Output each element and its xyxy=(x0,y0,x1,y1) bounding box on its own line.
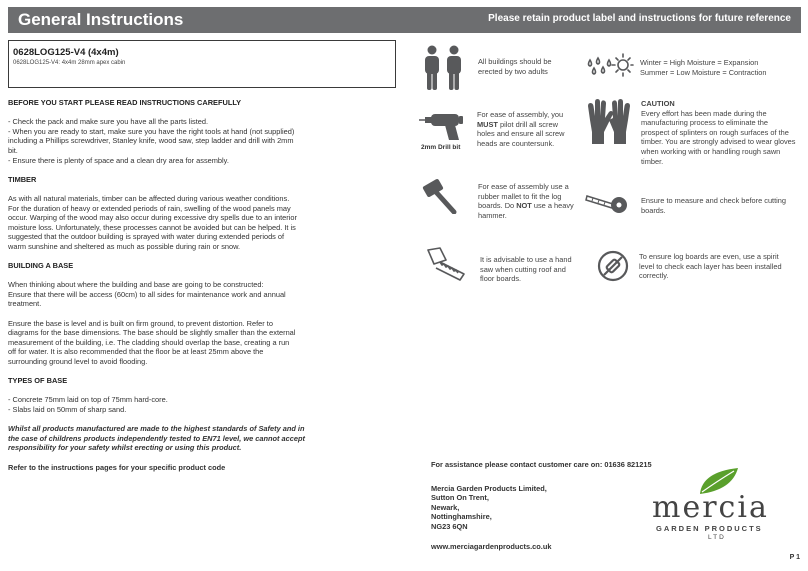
product-description: 0628LOG125-V4: 4x4m 28mm apex cabin xyxy=(13,60,126,66)
product-label-box xyxy=(8,40,396,88)
types-line: - Slabs laid on 50mm of sharp sand. xyxy=(8,405,127,414)
base-line: Ensure that there will be access (60cm) to all sides for maintenance work and annual xyxy=(8,289,286,299)
page-header xyxy=(8,7,801,33)
level-text: To ensure log boards are even, use a spirit level to check each layer has been installed correctly. xyxy=(639,252,782,281)
two-adults-text: All buildings should be erected by two adults xyxy=(478,57,552,76)
before-start-line: - Ensure there is plenty of space and a clean dry area for assembly. xyxy=(8,155,229,165)
measure-text: Ensure to measure and check before cutting boards. xyxy=(641,196,787,215)
logo-subtitle: GARDEN PRODUCTS xyxy=(656,524,763,533)
base-heading: BUILDING A BASE xyxy=(8,261,74,271)
weather-text: Winter = High Moisture = Expansion Summer = Low Moisture = Contraction xyxy=(640,58,767,77)
contact-block xyxy=(431,460,652,551)
customer-care-line: For assistance please contact customer care on: 01636 821215 xyxy=(431,460,652,469)
timber-line: For the duration of heavy or extended periods of rain, swelling of the wood panels may xyxy=(8,203,291,213)
spirit-level-icon xyxy=(596,249,630,283)
base-line: When thinking about where the building and base are going to be constructed: xyxy=(8,280,264,290)
logo-ltd: LTD xyxy=(708,534,726,541)
rain-sun-icon xyxy=(586,52,634,80)
drill-bit-caption: 2mm Drill bit xyxy=(421,144,461,151)
safety-line: the case of childrens products independently tested to EN71 level, we cannot accept xyxy=(8,433,305,443)
before-start-heading: BEFORE YOU START PLEASE READ INSTRUCTIONS CAREFULLY xyxy=(8,98,242,107)
types-heading: TYPES OF BASE xyxy=(8,376,68,386)
safety-line: responsibility for your safety whilst erecting or using this product. xyxy=(8,443,242,453)
before-start-line: - Check the pack and make sure you have all the parts listed. xyxy=(8,117,209,127)
gloves-icon xyxy=(584,98,634,148)
base-line: Ensure the base is level and is built on firm ground, to prevent distortion. Refer to xyxy=(8,318,273,328)
address-line: Newark, xyxy=(431,502,460,512)
instructions-column xyxy=(8,98,308,472)
base-line: measurement of the building, i.e. The cladding should overlap the base, creating a run xyxy=(8,337,290,347)
mallet-text: For ease of assembly use a rubber mallet to fit the log boards. Do NOT use a heavy hammer. xyxy=(478,182,574,220)
safety-line: Whilst all products manufactured are made to the highest standards of Safety and in xyxy=(8,424,305,434)
caution-heading: CAUTION xyxy=(641,99,675,108)
hand-saw-icon xyxy=(424,246,466,282)
page-title: General Instructions xyxy=(18,10,184,29)
page-number: P 1 xyxy=(789,554,800,561)
base-line: surrounding ground level to avoid flooding. xyxy=(8,357,148,367)
refer-line: Refer to the instructions pages for your specific product code xyxy=(8,462,226,472)
base-line: treatment. xyxy=(8,299,42,309)
mercia-logo xyxy=(652,466,787,546)
mallet-icon xyxy=(422,178,458,214)
product-code: 0628LOG125-V4 (4x4m) xyxy=(13,47,119,58)
drill-text: For ease of assembly, you MUST pilot drill all screw holes and ensure all screw heads are countersunk. xyxy=(477,110,565,148)
timber-line: warm sunshine and sheltered as much as possible during rain or snow. xyxy=(8,241,241,251)
address-line: Mercia Garden Products Limited, xyxy=(431,483,547,493)
timber-line: As with all natural materials, timber can be affected during various weather conditions. xyxy=(8,193,290,203)
types-line: - Concrete 75mm laid on top of 75mm hard-core. xyxy=(8,395,168,405)
address-line: Sutton On Trent, xyxy=(431,493,489,503)
before-start-line: including a Phillips screwdriver, Stanley knife, wood saw, step ladder and drill with 2mm xyxy=(8,136,294,146)
drill-icon xyxy=(419,110,467,142)
logo-wordmark: mercia xyxy=(652,490,769,525)
retain-note: Please retain product label and instructions for future reference xyxy=(488,13,791,24)
address-line: Nottinghamshire, xyxy=(431,512,492,522)
timber-line: suggested that the outdoor building is sprayed with water during extended periods of xyxy=(8,232,285,242)
tape-measure-icon xyxy=(585,190,629,214)
website-link[interactable]: www.merciagardenproducts.co.uk xyxy=(431,541,552,551)
timber-line: moisture loss. Unfortunately, these processes cannot be avoided but can be helped. It is xyxy=(8,222,296,232)
timber-heading: TIMBER xyxy=(8,174,37,184)
timber-line: occur. Warping of the wood may also occur during excessive dry spells due to an interior xyxy=(8,213,297,223)
two-people-icon xyxy=(421,45,465,91)
before-start-line: - When you are ready to start, make sure you have the right tools at hand (not supplied) xyxy=(8,126,295,136)
address-line: NG23 6QN xyxy=(431,521,468,531)
base-line: diagrams for the base dimensions. The base should be slightly smaller than the external xyxy=(8,328,296,338)
saw-text: It is advisable to use a hand saw when cutting roof and floor boards. xyxy=(480,255,572,284)
before-start-line: bit. xyxy=(8,145,18,155)
base-line: off for water. It is also recommended that the floor be at least 25mm above the xyxy=(8,347,264,357)
caution-text: CAUTION Every effort has been made during the manufacturing process to eliminate the prospect of splinters on rough surfaces of the timber. You are strongly advised to wear gloves when working with or handling rough sawn timber. xyxy=(641,99,796,166)
